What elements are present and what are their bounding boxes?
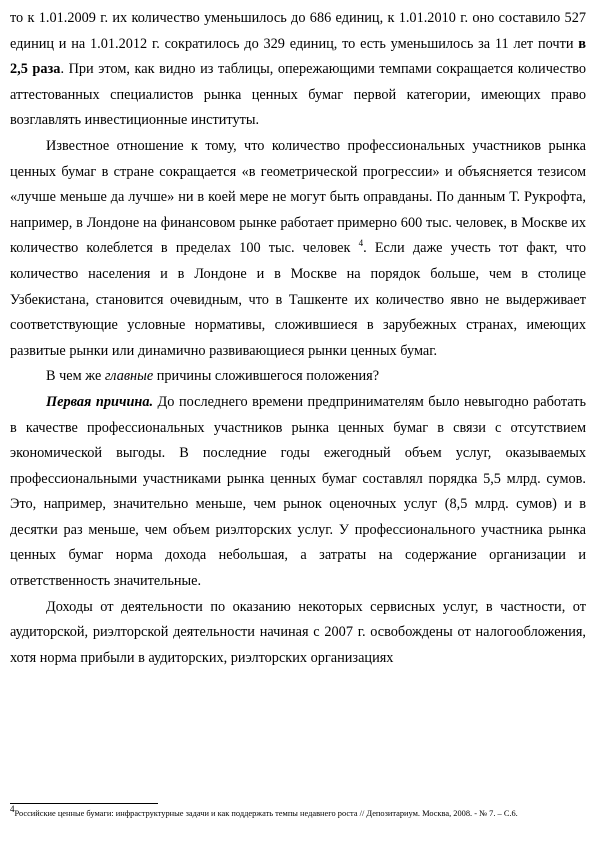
footnote-divider	[10, 803, 158, 804]
footnote-text: Российские ценные бумаги: инфраструктурные задачи и как поддержать темпы недавнего роста // Депозитариум. Москва, 2008. - № 7. – С.6.	[14, 809, 518, 818]
paragraph-5	[10, 595, 586, 672]
paragraph-2	[10, 134, 586, 364]
paragraph-3-italic: главные	[104, 368, 154, 385]
footnote-mark: 4	[10, 804, 15, 815]
paragraph-1-text-a: то к 1.01.2009 г. их количество уменьшилось до 686 единиц, к 1.01.2010 г. оно составило 527 единиц и на 1.01.2012 г. сократилось до 329 единиц, то есть уменьшилось за 11 лет почти	[10, 10, 586, 52]
paragraph-3-text-b: причины сложившегося положения?	[153, 368, 380, 385]
footnote-reference[interactable]: 4	[358, 238, 364, 249]
paragraph-4-lead: Первая причина.	[46, 393, 154, 410]
footnote-area	[10, 803, 586, 819]
paragraph-5-text: Доходы от деятельности по оказанию некоторых сервисных услуг, в частности, от аудиторской, риэлторской деятельности начиная с 2007 г. освобождены от налогообложения, хотя норма прибыли в аудиторских, риэлторских организациях	[10, 598, 586, 666]
paragraph-3-text-a: В чем же	[46, 368, 105, 385]
paragraph-2-text-a: Известное отношение к тому, что количество профессиональных участников рынка ценных бумаг в стране сокращается «в геометрической прогрессии» и объясняется тезисом «лучше меньше да лучше» ни в коей мере не могут быть оправданы. По данным Т. Рукрофта, например, в Лондоне на финансовом рынке работает примерно 600 тыс. человек, в Москве их количество колеблется в пределах 100 тыс. человек	[10, 137, 586, 257]
paragraph-2-text-b: . Если даже учесть тот факт, что количество населения и в Лондоне и в Москве на порядок больше, чем в столице Узбекистана, становится очевидным, что в Ташкенте их количество явно не выдерживает соответствующие условные нормативы, сложившиеся в зарубежных странах, имеющих развитые рынки или динамично развивающиеся рынки ценных бумаг.	[10, 240, 586, 359]
paragraph-1-emphasis: в 2,5 раза	[10, 35, 586, 78]
paragraph-4	[10, 390, 586, 595]
footnote-4	[10, 804, 586, 819]
paragraph-1	[10, 6, 586, 134]
paragraph-3	[10, 364, 586, 390]
paragraph-4-text: До последнего времени предпринимателям было невыгодно работать в качестве профессиональных участников рынка ценных бумаг в связи с отсутствием экономической выгоды. В последние годы ежегодный объем услуг, оказываемых профессиональными участниками рынка ценных бумаг составлял порядка 5,5 млрд. сумов. Это, например, значительно меньше, чем рынок оценочных услуг (8,5 млрд. сумов) и в десятки раз меньше, чем объем риэлторских услуг. У профессионального участника рынка ценных бумаг норма дохода небольшая, а затраты на содержание организации и ответственность значительные.	[10, 393, 586, 590]
paragraph-1-text-b: . При этом, как видно из таблицы, опережающими темпами сокращается количество аттестованных специалистов рынка ценных бумаг первой категории, имеющих право возглавлять инвестиционные институты.	[10, 61, 586, 129]
